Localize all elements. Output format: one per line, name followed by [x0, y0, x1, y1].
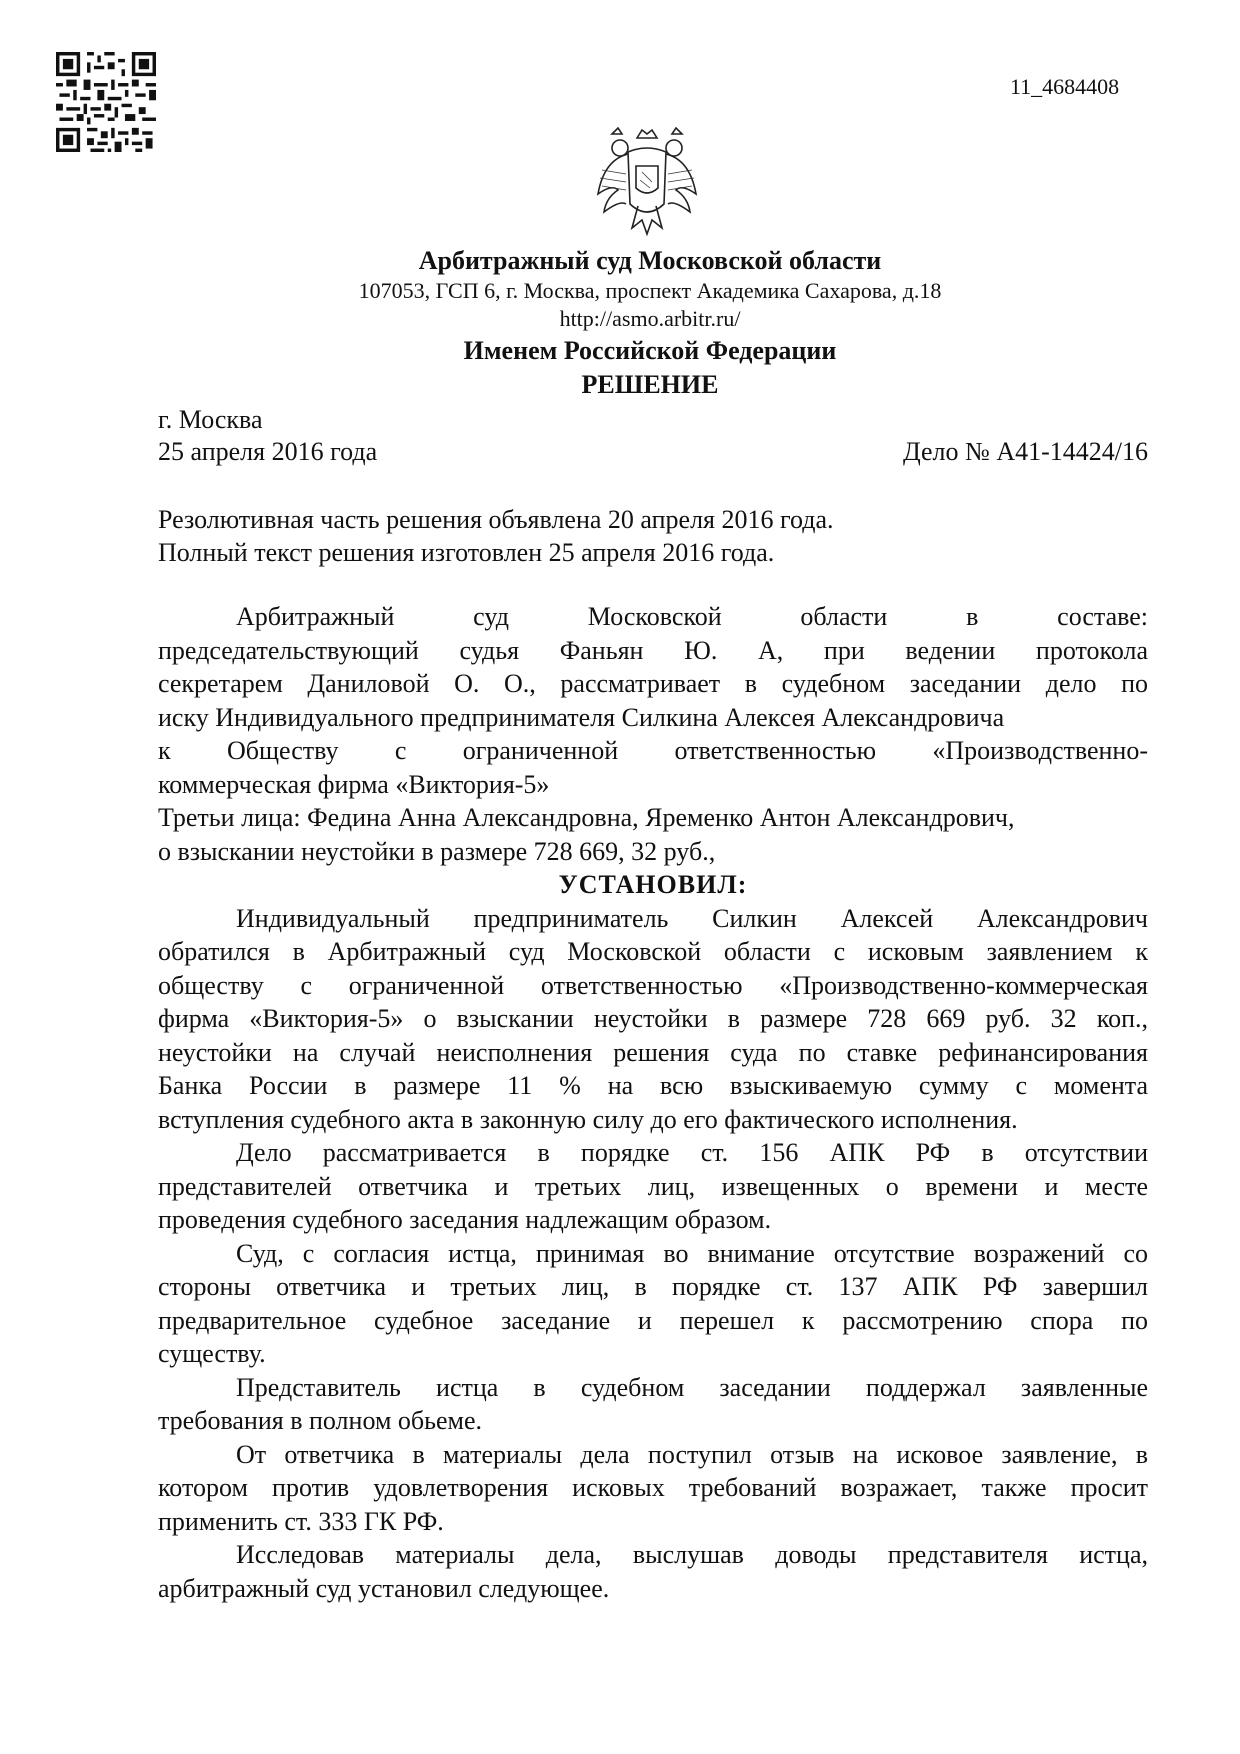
- text-line: Индивидуальный предприниматель Силкин Алексей Александрович: [236, 903, 1148, 933]
- text-line: фирма «Виктория-5» о взыскании неустойки в размере 728 669 руб. 32 коп.,: [158, 1004, 1148, 1033]
- text-line: применить ст. 333 ГК РФ.: [158, 1506, 444, 1536]
- text-line: о взыскании неустойки в размере 728 669, 32 руб.,: [158, 836, 716, 866]
- text-line: Арбитражный суд Московской области в составе:: [236, 602, 1148, 631]
- qr-code-icon: [56, 52, 156, 152]
- resolution-announced: Резолютивная часть решения объявлена 20 апреля 2016 года.: [158, 505, 834, 534]
- decision-date: 25 апреля 2016 года: [158, 437, 378, 466]
- text-line: вступления судебного акта в законную силу до его фактического исполнения.: [158, 1104, 1018, 1134]
- court-website: http://asmo.arbitr.ru/: [559, 306, 741, 331]
- text-line: предварительное судебное заседание и перешел к рассмотрению спора по: [158, 1305, 1148, 1335]
- text-line: От ответчика в материалы дела поступил отзыв на исковое заявление, в: [236, 1439, 1148, 1469]
- resolution-prepared: Полный текст решения изготовлен 25 апреля 2016 года.: [158, 538, 775, 567]
- text-line: обратился в Арбитражный суд Московской области с исковым заявлением к: [158, 937, 1148, 966]
- text-line: стороны ответчика и третьих лиц, в порядке ст. 137 АПК РФ завершил: [158, 1272, 1148, 1301]
- text-line: требования в полном обьеме.: [158, 1406, 483, 1435]
- decision-body: [158, 600, 1148, 1605]
- text-line: Представитель истца в судебном заседании поддержал заявленные: [236, 1372, 1148, 1402]
- text-line: Суд, с согласия истца, принимая во внимание отсутствие возражений со: [236, 1238, 1148, 1268]
- text-line: председательствующий судья Фаньян Ю. А, при ведении протокола: [158, 635, 1148, 665]
- text-line: обществу с ограниченной ответственностью «Производственно-коммерческая: [158, 970, 1148, 1000]
- text-line: котором против удовлетворения исковых требований возражает, также просит: [158, 1473, 1148, 1502]
- text-line: секретарем Даниловой О. О., рассматривает в судебном заседании дело по: [158, 669, 1148, 698]
- text-line: Дело рассматривается в порядке ст. 156 АПК РФ в отсутствии: [236, 1138, 1148, 1167]
- text-line: Банка России в размере 11 % на всю взыскиваемую сумму с момента: [158, 1071, 1148, 1100]
- text-line: арбитражный суд установил следующее.: [158, 1573, 610, 1603]
- decision-title: РЕШЕНИЕ: [581, 370, 719, 399]
- text-line: проведения судебного заседания надлежащим образом.: [158, 1205, 772, 1234]
- text-line: неустойки на случай неисполнения решения суда по ставке рефинансирования: [158, 1037, 1148, 1067]
- text-line: представителей ответчика и третьих лиц, извещенных о времени и месте: [158, 1171, 1148, 1201]
- case-number: Дело № А41-14424/16: [902, 437, 1148, 466]
- double-headed-eagle-emblem-icon: [592, 124, 702, 242]
- in-the-name-heading: Именем Российской Федерации: [463, 336, 837, 365]
- text-line: к Обществу с ограниченной ответственностью «Производственно-: [158, 736, 1148, 765]
- text-line: иску Индивидуального предпринимателя Силкина Алексея Александровича: [158, 702, 1005, 732]
- established-heading: УСТАНОВИЛ:: [558, 870, 748, 899]
- text-line: существу.: [158, 1339, 266, 1368]
- text-line: Исследовав материалы дела, выслушав доводы представителя истца,: [236, 1540, 1148, 1569]
- city: г. Москва: [158, 405, 263, 434]
- court-address: 107053, ГСП 6, г. Москва, проспект Академика Сахарова, д.18: [358, 278, 942, 303]
- document-id: 11_4684408: [1010, 74, 1120, 99]
- court-name: Арбитражный суд Московской области: [418, 246, 882, 275]
- text-line: Третьи лица: Федина Анна Александровна, Яременко Антон Александрович,: [158, 803, 1015, 832]
- text-line: коммерческая фирма «Виктория-5»: [158, 769, 550, 799]
